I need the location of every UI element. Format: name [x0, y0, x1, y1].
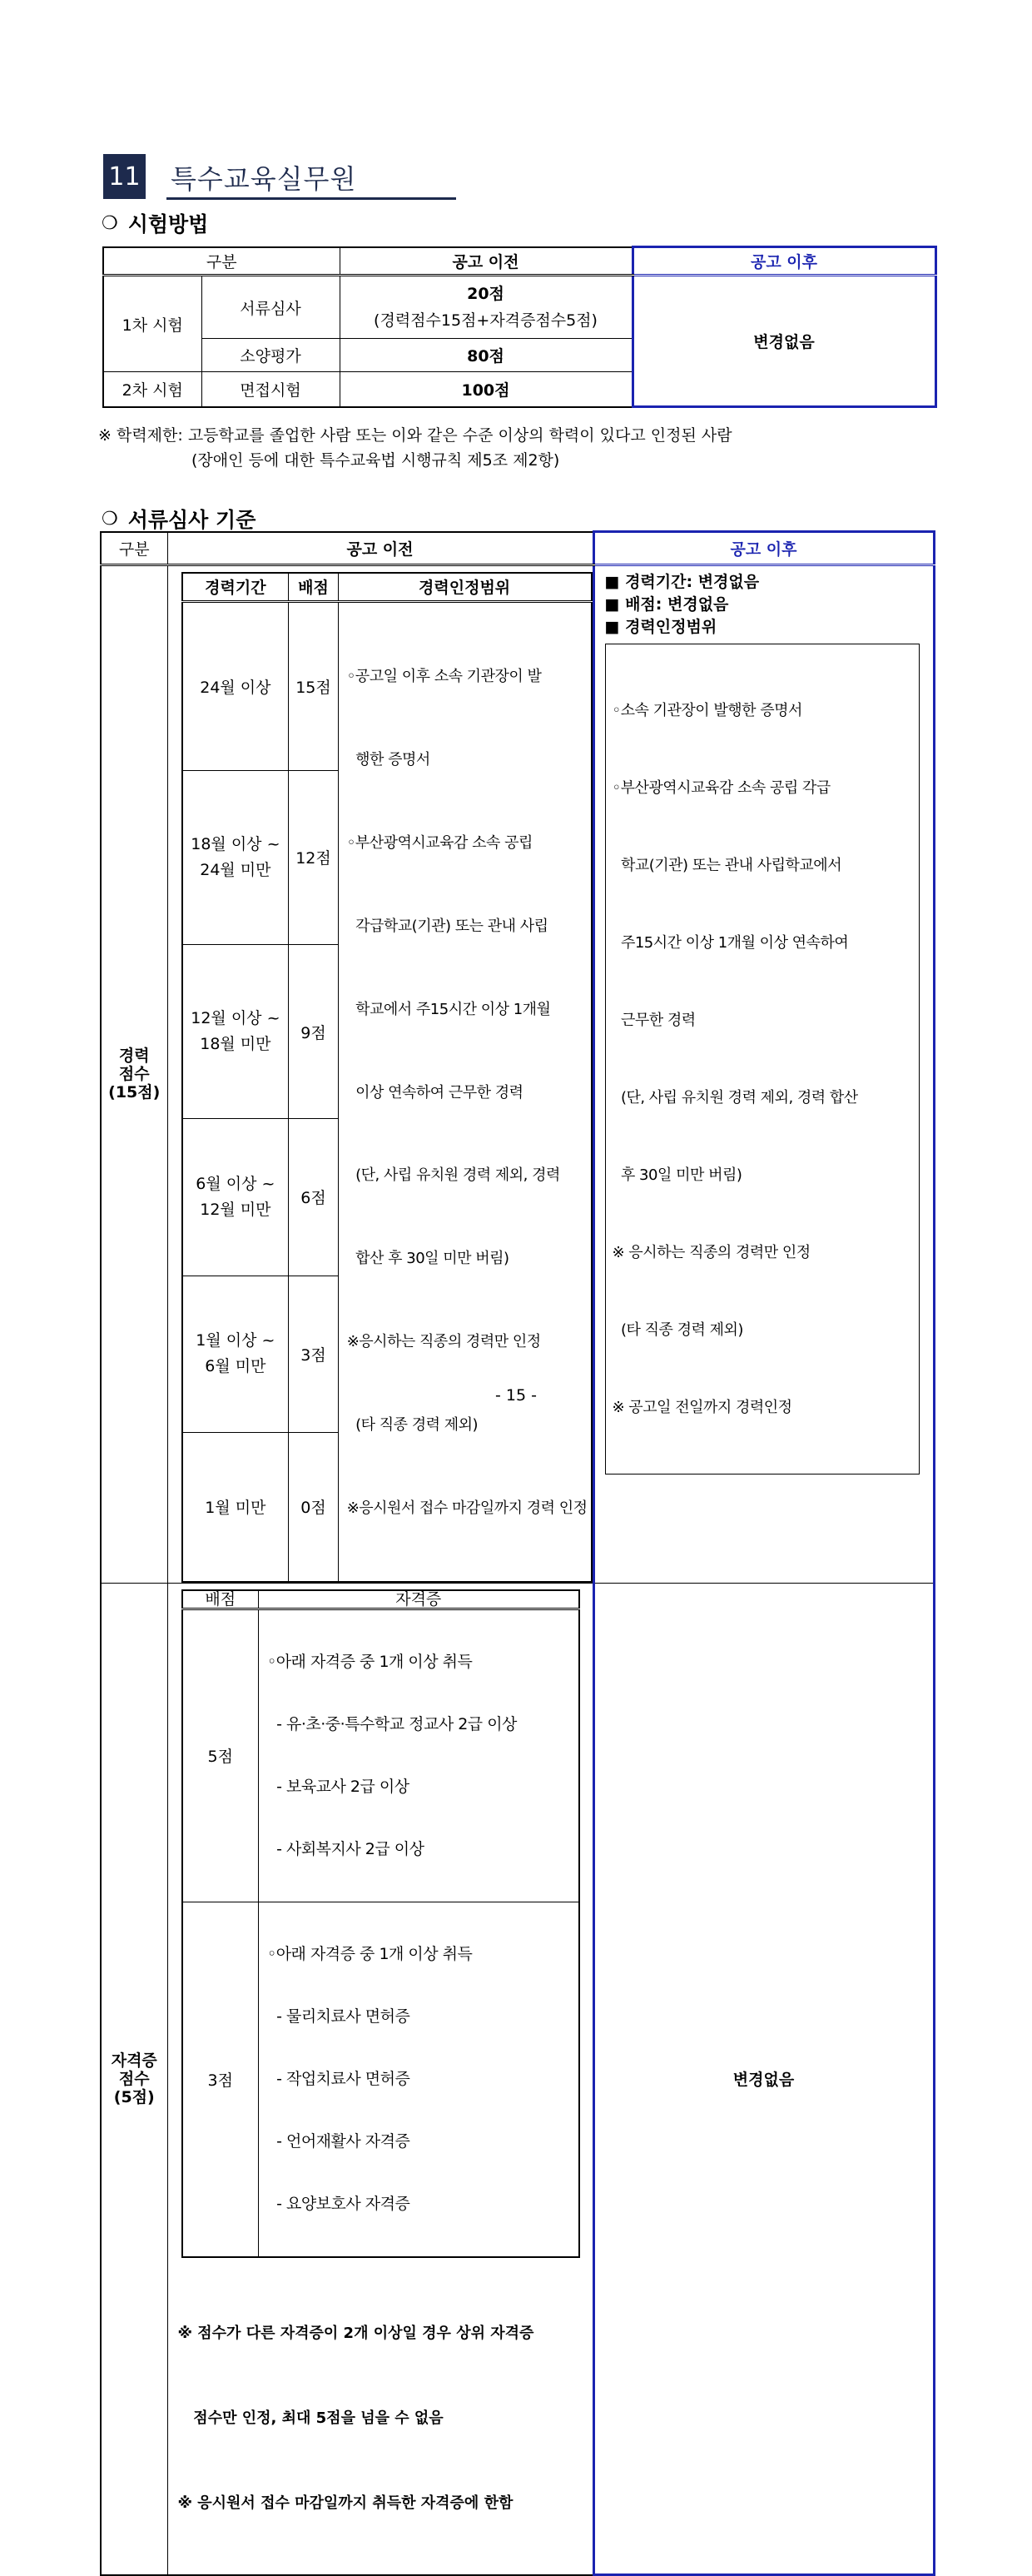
cert-line: - 사회복지사 2급 이상	[267, 1839, 424, 1858]
criteria-col-after: 공고 이후	[593, 532, 934, 565]
cert-after-no-change: 변경없음	[593, 1583, 934, 2575]
scope-line: ※응시원서 접수 마감일까지 경력 인정	[346, 1499, 588, 1517]
after-scope-line: (타 직종 경력 제외)	[612, 1321, 743, 1339]
score-breakdown: (경력점수15점+자격증점수5점)	[374, 311, 598, 330]
criteria-col-before: 공고 이전	[167, 532, 593, 565]
after-bullet: ■ 경력인정범위	[604, 618, 717, 636]
criteria-heading	[102, 504, 256, 534]
page-title: 특수교육실무원	[171, 163, 357, 195]
cert-line: ◦아래 자격증 중 1개 이상 취득	[267, 1944, 473, 1963]
cert-line: - 언어재활사 자격증	[267, 2131, 410, 2151]
education-note-line1: ※ 학력제한: 고등학교를 졸업한 사람 또는 이와 같은 수준 이상의 학력이 있다고 인정된 사람	[98, 426, 732, 445]
col-division: 구분	[103, 247, 340, 276]
career-scope	[338, 601, 591, 1582]
after-scope-line: ◦소속 기관장이 발행한 증명서	[612, 702, 802, 719]
cert-line: - 물리치료사 면허증	[267, 2007, 410, 2026]
after-no-change: 변경없음	[633, 276, 935, 407]
cert-line: - 요양보호사 자격증	[267, 2194, 410, 2213]
scope-line: (단, 사립 유치원 경력 제외, 경력	[346, 1166, 560, 1185]
criteria-col-division: 구분	[101, 532, 167, 565]
career-points: 15점	[289, 601, 338, 770]
scope-line: 합산 후 30일 미만 버림)	[346, 1250, 509, 1268]
career-table	[181, 572, 593, 1583]
col-after: 공고 이후	[633, 247, 935, 276]
criteria-table	[100, 530, 935, 2576]
cert-lines	[259, 1902, 579, 2257]
scope-line: 각급학교(기관) 또는 관내 사립	[346, 917, 548, 935]
score-aptitude: 80점	[340, 339, 633, 372]
item-aptitude: 소양평가	[201, 339, 340, 372]
career-points: 3점	[289, 1276, 338, 1432]
career-h-points: 배점	[289, 573, 338, 601]
exam-method-table	[102, 246, 937, 408]
career-points: 6점	[289, 1119, 338, 1276]
item-interview: 면접시험	[201, 372, 340, 407]
after-scope-line: ※ 응시하는 직종의 경력만 인정	[612, 1244, 811, 1261]
after-scope-line: 학교(기관) 또는 관내 사립학교에서	[612, 857, 842, 874]
after-bullet: ■ 배점: 변경없음	[604, 595, 729, 614]
stage-1: 1차 시험	[103, 276, 201, 372]
cert-line: - 보육교사 2급 이상	[267, 1777, 409, 1796]
cert-h-cert: 자격증	[259, 1590, 579, 1609]
score-interview: 100점	[340, 372, 633, 407]
scope-line: 학교에서 주15시간 이상 1개월	[346, 1000, 551, 1018]
career-label-1: 경력	[118, 1047, 150, 1066]
col-before: 공고 이전	[340, 247, 633, 276]
scope-line: ◦공고일 이후 소속 기관장이 발	[346, 668, 542, 686]
item-document-review: 서류심사	[201, 276, 340, 339]
section-number: 11	[108, 162, 141, 191]
score-document-review	[340, 276, 633, 339]
cert-note: ※ 응시원서 접수 마감일까지 취득한 자격증에 한함	[177, 2494, 514, 2512]
cert-h-points: 배점	[182, 1590, 259, 1609]
cert-label-3: (5점)	[113, 2087, 155, 2106]
career-period: 6월 이상 ~ 12월 미만	[182, 1119, 289, 1276]
cert-lines	[259, 1609, 579, 1902]
education-note	[98, 423, 732, 473]
career-label-2: 점수	[118, 1065, 150, 1084]
after-scope-line: 주15시간 이상 1개월 이상 연속하여	[612, 934, 849, 952]
cert-note: 점수만 인정, 최대 5점을 넘을 수 없음	[177, 2409, 444, 2427]
scope-line: ◦부산광역시교육감 소속 공립	[346, 833, 533, 852]
career-points: 0점	[289, 1432, 338, 1581]
criteria-heading-text: 서류심사 기준	[127, 508, 256, 532]
career-before-cell	[167, 565, 593, 1584]
stage-2: 2차 시험	[103, 372, 201, 407]
scope-line: 이상 연속하여 근무한 경력	[346, 1083, 523, 1102]
title-underline	[166, 197, 456, 200]
career-label-3: (15점)	[108, 1083, 161, 1102]
circle-bullet-icon: ❍	[102, 508, 118, 530]
cert-line: ◦아래 자격증 중 1개 이상 취득	[267, 1652, 473, 1671]
scope-line: (타 직종 경력 제외)	[346, 1416, 479, 1435]
after-scope-line: 후 30일 미만 버림)	[612, 1166, 742, 1184]
after-scope-line: 근무한 경력	[612, 1012, 696, 1029]
cert-points: 5점	[182, 1609, 259, 1902]
career-label	[101, 565, 167, 1584]
exam-method-heading	[102, 208, 208, 238]
page-number: - 15 -	[495, 1386, 537, 1405]
exam-method-heading-text: 시험방법	[127, 212, 209, 236]
score-20: 20점	[467, 285, 504, 303]
career-period: 24월 이상	[182, 601, 289, 770]
career-points: 9점	[289, 945, 338, 1119]
after-scope-line: ※ 공고일 전일까지 경력인정	[612, 1399, 792, 1416]
cert-label	[101, 1583, 167, 2575]
career-period: 18월 이상 ~ 24월 미만	[182, 770, 289, 944]
cert-before-cell	[167, 1583, 593, 2575]
cert-label-2: 점수	[118, 2069, 150, 2088]
after-scope-line: ◦부산광역시교육감 소속 공립 각급	[612, 779, 831, 797]
cert-points: 3점	[182, 1902, 259, 2257]
after-scope-box	[605, 644, 920, 1474]
after-bullet: ■ 경력기간: 변경없음	[604, 573, 760, 591]
cert-note: ※ 점수가 다른 자격증이 2개 이상일 경우 상위 자격증	[177, 2324, 534, 2342]
cert-table	[181, 1589, 580, 2258]
cert-notes	[178, 2263, 593, 2574]
circle-bullet-icon: ❍	[102, 212, 118, 234]
career-period: 12월 이상 ~ 18월 미만	[182, 945, 289, 1119]
scope-line: ※응시하는 직종의 경력만 인정	[346, 1333, 541, 1351]
scope-line: 행한 증명서	[346, 750, 430, 768]
career-h-period: 경력기간	[182, 573, 289, 601]
cert-label-1: 자격증	[111, 2051, 157, 2070]
after-scope-line: (단, 사립 유치원 경력 제외, 경력 합산	[612, 1089, 858, 1106]
career-h-scope: 경력인정범위	[338, 573, 591, 601]
career-period: 1월 미만	[182, 1432, 289, 1581]
education-note-line2: (장애인 등에 대한 특수교육법 시행규칙 제5조 제2항)	[191, 451, 560, 470]
career-after-cell	[593, 565, 934, 1584]
cert-line: - 작업치료사 면허증	[267, 2069, 410, 2088]
cert-line: - 유·초·중·특수학교 정교사 2급 이상	[267, 1714, 517, 1733]
section-number-badge	[103, 154, 146, 199]
career-period: 1월 이상 ~ 6월 미만	[182, 1276, 289, 1432]
career-points: 12점	[289, 770, 338, 944]
